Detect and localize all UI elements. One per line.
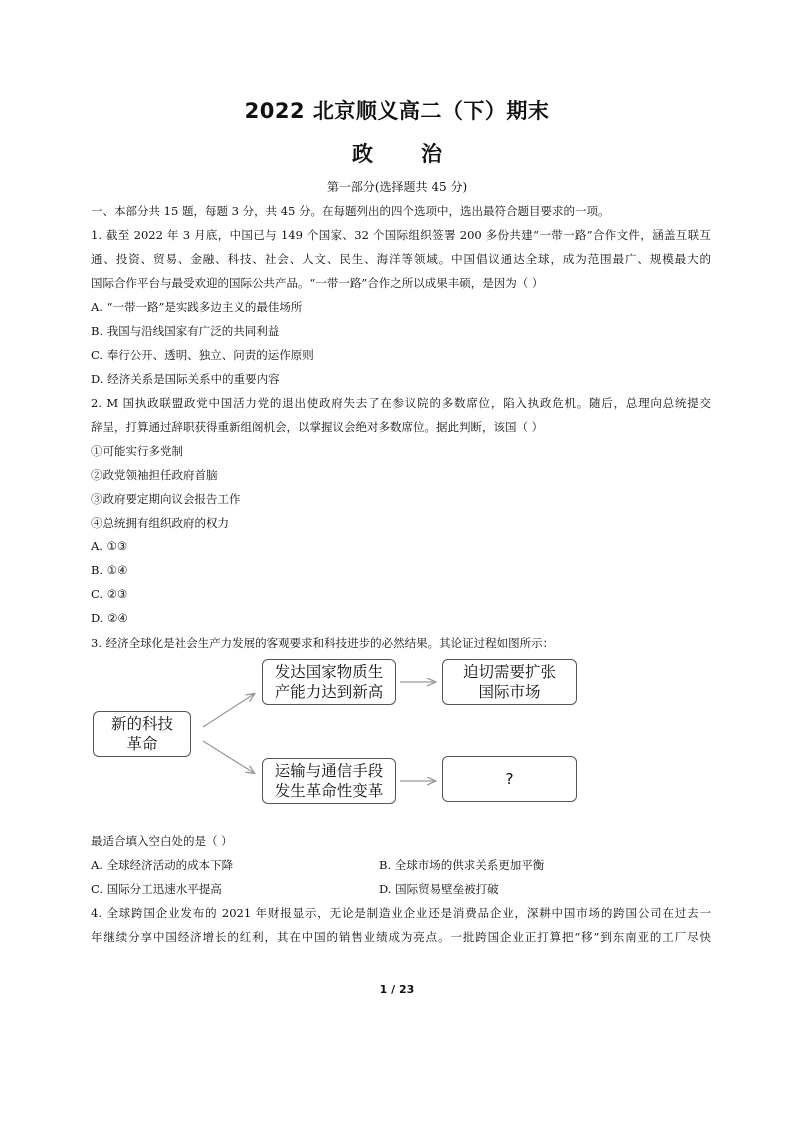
q3-option-a: A. 全球经济活动的成本下降 — [91, 858, 234, 872]
box-text: 迫切需要扩张 — [462, 663, 556, 681]
q1-option-d: D. 经济关系是国际关系中的重要内容 — [91, 372, 280, 386]
box-text: 运输与通信手段 — [274, 762, 384, 780]
q2-item-4: ④总统拥有组织政府的权力 — [91, 516, 229, 530]
document-title: 2022 北京顺义高二（下）期末 — [244, 99, 550, 123]
q3-prompt: 最适合填入空白处的是（ ） — [91, 834, 233, 848]
box-new-tech-revolution — [93, 711, 191, 757]
q1-option-c: C. 奉行公开、透明、独立、问责的运作原则 — [91, 348, 314, 362]
q2-option-d: D. ②④ — [91, 611, 128, 625]
section-instructions: 一、本部分共 15 题，每题 3 分，共 45 分。在每题列出的四个选项中，选出最符合题目要求的一项。 — [91, 204, 610, 218]
q2-stem-line-2: 辞呈，打算通过辞职获得重新组阁机会，以掌握议会绝对多数席位。据此判断，该国（ ） — [91, 420, 544, 434]
box-transport-revolution — [262, 758, 396, 804]
q2-option-a: A. ①③ — [91, 539, 128, 553]
q2-option-b: B. ①④ — [91, 563, 128, 577]
q1-option-a: A. “一带一路”是实践多边主义的最佳场所 — [91, 300, 303, 314]
q2-item-2: ②政党领袖担任政府首脑 — [91, 468, 218, 482]
box-blank — [442, 756, 577, 802]
q3-stem: 3. 经济全球化是社会生产力发展的客观要求和科技进步的必然结果。其论证过程如图所示： — [91, 636, 555, 650]
arrow-source-to-top — [203, 694, 254, 727]
box-expand-market — [442, 659, 577, 705]
q2-item-1: ①可能实行多党制 — [91, 444, 183, 458]
q4-stem-line-1: 4. 全球跨国企业发布的 2021 年财报显示，无论是制造业企业还是消费品企业，深耕中国市场的跨国公司在过去一 — [91, 906, 711, 920]
box-text: 革命 — [126, 735, 158, 753]
q3-option-b: B. 全球市场的供求关系更加平衡 — [379, 858, 545, 872]
arrow-source-to-bottom — [203, 741, 254, 773]
q4-stem-line-2: 年继续分享中国经济增长的红利，其在中国的销售业绩成为亮点。一批跨国企业正打算把“移”到东南亚的工厂尽快 — [91, 930, 711, 944]
q1-stem-line-2: 通、投资、贸易、金融、科技、社会、人文、民生、海洋等领域。中国倡议通达全球，成为范围最广、规模最大的 — [91, 252, 711, 266]
q1-stem-line-3: 国际合作平台与最受欢迎的国际公共产品。“一带一路”合作之所以成果丰硕，是因为（ ） — [91, 276, 544, 290]
q3-flow-diagram — [91, 655, 591, 810]
box-text: 发生革命性变革 — [274, 782, 384, 800]
q1-option-b: B. 我国与沿线国家有广泛的共同利益 — [91, 324, 280, 338]
q2-item-3: ③政府要定期向议会报告工作 — [91, 492, 241, 506]
box-text: 国际市场 — [478, 683, 541, 701]
box-productivity — [262, 659, 396, 705]
subject-char-1: 政 — [352, 142, 373, 166]
subject-char-2: 治 — [421, 142, 442, 166]
q2-option-c: C. ②③ — [91, 587, 128, 601]
page-number: 1 / 23 — [379, 983, 415, 996]
subject-heading — [0, 138, 794, 168]
box-text: 发达国家物质生 — [274, 663, 384, 681]
box-text: 新的科技 — [110, 715, 173, 733]
q3-option-d: D. 国际贸易壁垒被打破 — [379, 882, 499, 896]
q2-stem-line-1: 2. M 国执政联盟政党中国活力党的退出使政府失去了在参议院的多数席位，陷入执政危机。随后，总理向总统提交 — [91, 396, 711, 410]
part-heading: 第一部分(选择题共 45 分) — [326, 180, 468, 194]
box-text: 产能力达到新高 — [274, 683, 384, 701]
box-text: ? — [505, 770, 514, 788]
q1-stem-line-1: 1. 截至 2022 年 3 月底，中国已与 149 个国家、32 个国际组织签署 200 多份共建“一带一路”合作文件，涵盖互联互 — [91, 228, 711, 242]
q3-option-c: C. 国际分工迅速水平提高 — [91, 882, 222, 896]
